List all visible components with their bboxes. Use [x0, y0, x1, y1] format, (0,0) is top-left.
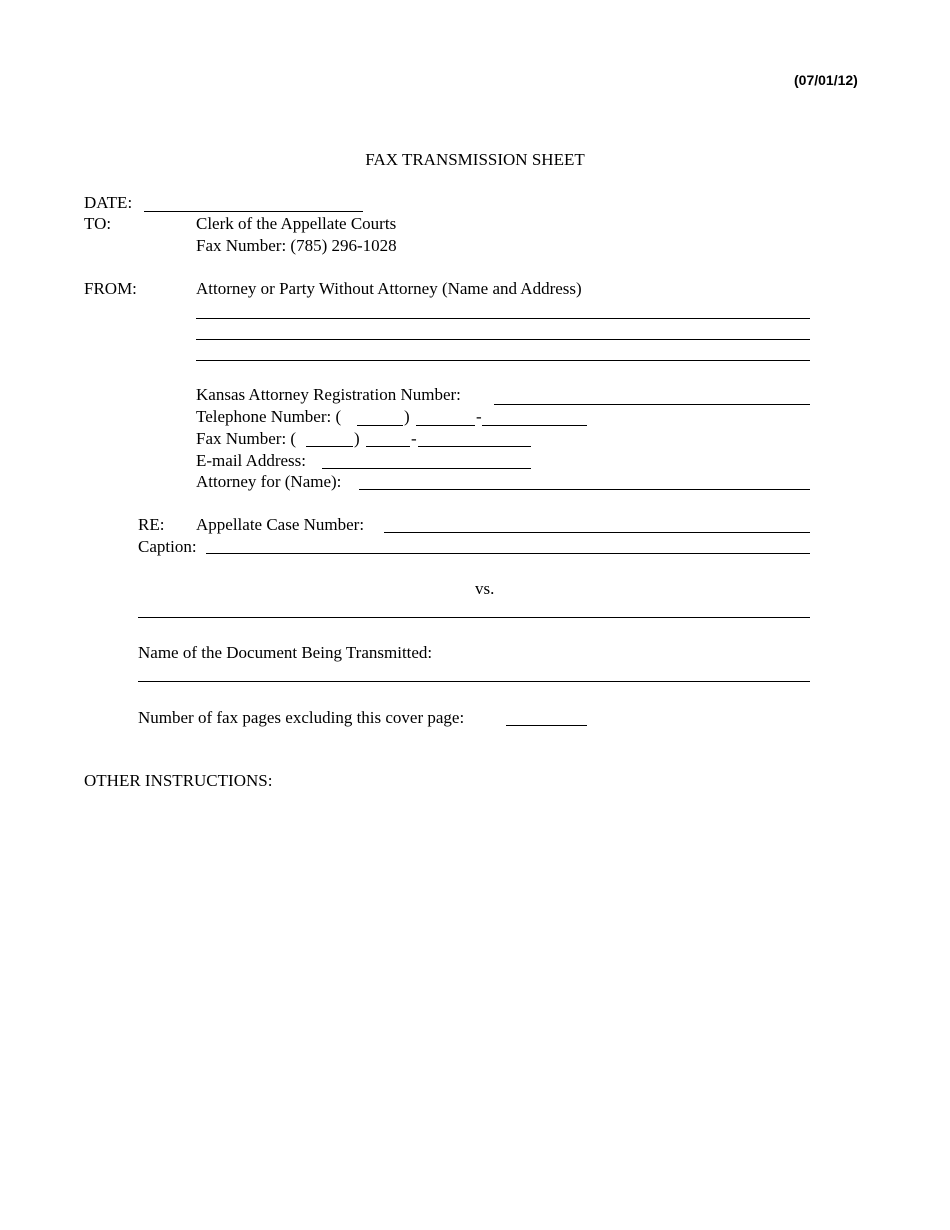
from-address-line-3[interactable]: [196, 360, 810, 361]
case-number-field[interactable]: [384, 532, 810, 533]
email-label: E-mail Address:: [196, 451, 307, 470]
caption-opposing-party-field[interactable]: [138, 617, 810, 618]
fax-paren: ): [354, 429, 360, 448]
telephone-prefix-field[interactable]: [416, 425, 475, 426]
telephone-label: Telephone Number: (: [196, 407, 342, 426]
telephone-dash: -: [476, 407, 482, 426]
caption-field[interactable]: [206, 553, 810, 554]
to-recipient: Clerk of the Appellate Courts: [196, 214, 397, 233]
re-label: RE:: [138, 515, 165, 534]
telephone-line-number-field[interactable]: [482, 425, 587, 426]
from-address-line-2[interactable]: [196, 339, 810, 340]
date-label: DATE:: [84, 193, 133, 212]
fax-prefix-field[interactable]: [366, 446, 410, 447]
pages-count-label: Number of fax pages excluding this cover page:: [138, 708, 465, 727]
telephone-paren: ): [404, 407, 410, 426]
telephone-area-code-field[interactable]: [357, 425, 403, 426]
from-label: FROM:: [84, 279, 137, 298]
fax-line-number-field[interactable]: [418, 446, 531, 447]
case-number-label: Appellate Case Number:: [196, 515, 365, 534]
registration-number-label: Kansas Attorney Registration Number:: [196, 385, 461, 404]
from-description: Attorney or Party Without Attorney (Name and Address): [196, 279, 582, 298]
page-title: FAX TRANSMISSION SHEET: [365, 150, 585, 169]
other-instructions-label: OTHER INSTRUCTIONS:: [84, 771, 273, 790]
fax-label: Fax Number: (: [196, 429, 297, 448]
pages-count-field[interactable]: [506, 725, 587, 726]
date-field-line[interactable]: [144, 211, 363, 212]
to-label: TO:: [84, 214, 112, 233]
caption-vs: vs.: [475, 579, 495, 598]
from-address-line-1[interactable]: [196, 318, 810, 319]
fax-dash: -: [411, 429, 417, 448]
email-field[interactable]: [322, 468, 531, 469]
caption-label: Caption:: [138, 537, 197, 556]
document-name-label: Name of the Document Being Transmitted:: [138, 643, 433, 662]
attorney-for-label: Attorney for (Name):: [196, 472, 342, 491]
fax-area-code-field[interactable]: [306, 446, 353, 447]
form-revision-code: (07/01/12): [794, 72, 858, 88]
to-fax-number: Fax Number: (785) 296-1028: [196, 236, 397, 255]
registration-number-field[interactable]: [494, 404, 810, 405]
document-name-field[interactable]: [138, 681, 810, 682]
attorney-for-field[interactable]: [359, 489, 810, 490]
